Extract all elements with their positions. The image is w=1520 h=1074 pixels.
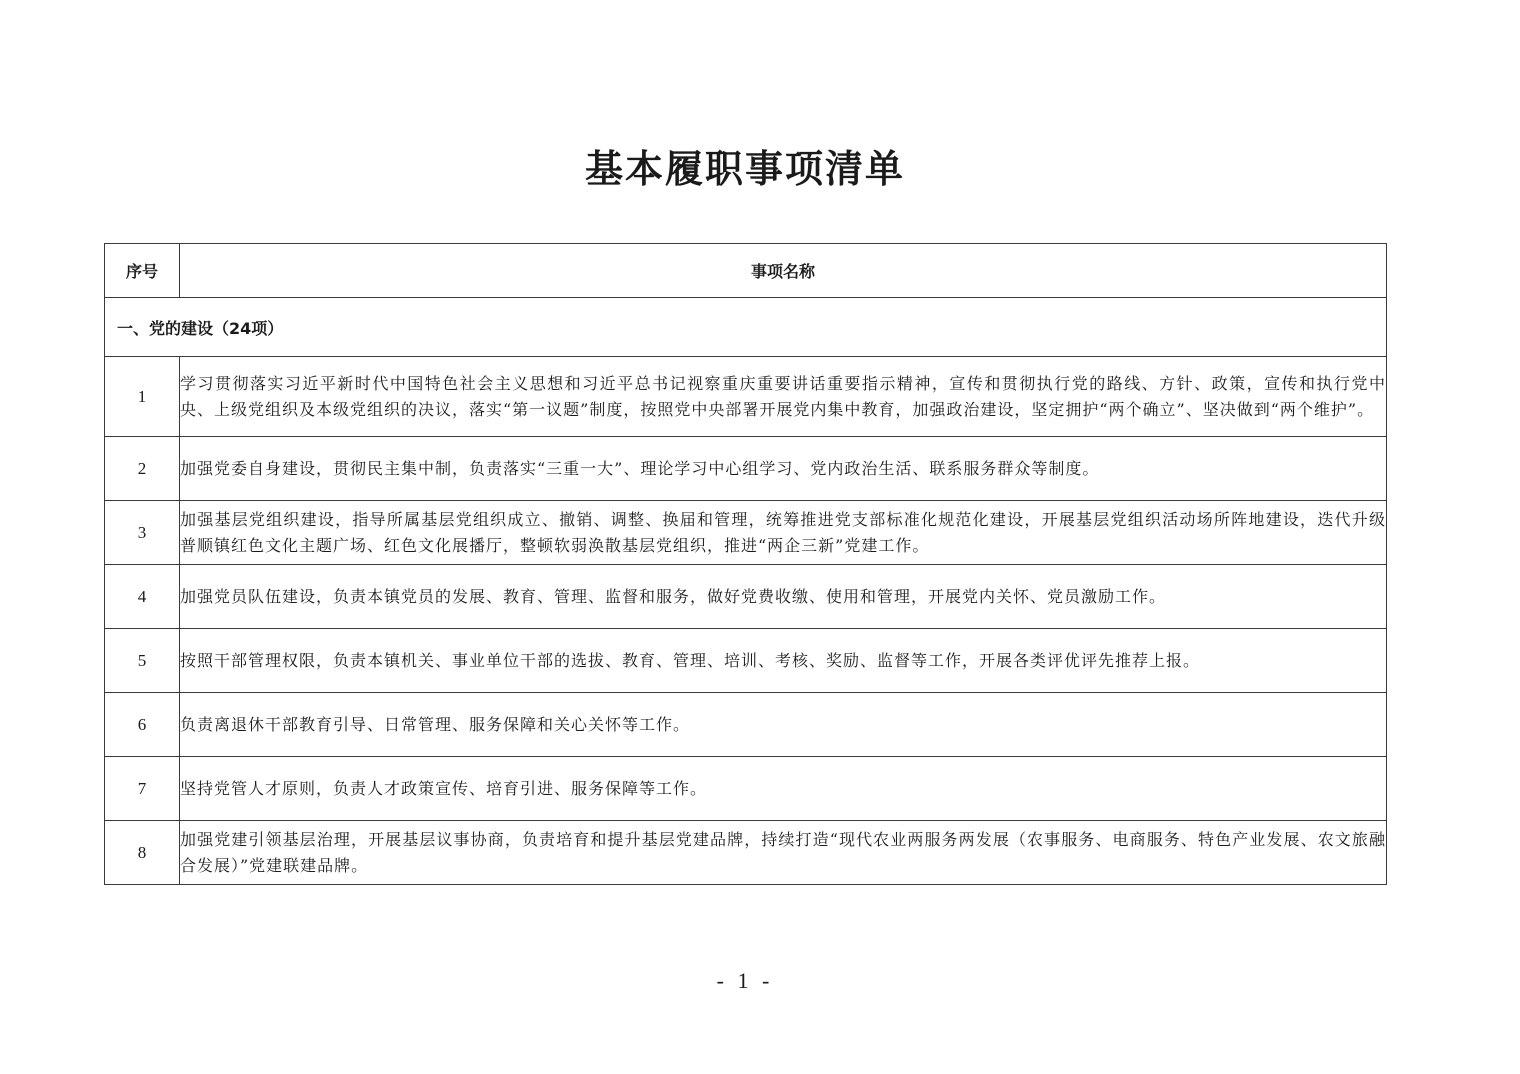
row-number: 2	[105, 437, 180, 501]
row-number: 5	[105, 629, 180, 693]
row-item-text: 加强基层党组织建设，指导所属基层党组织成立、撤销、调整、换届和管理，统筹推进党支部标准化规范化建设，开展基层党组织活动场所阵地建设，迭代升级普顺镇红色文化主题广场、红色文化展播厅，整顿软弱涣散基层党组织，推进“两企三新”党建工作。	[180, 501, 1387, 565]
row-item-text: 加强党委自身建设，贯彻民主集中制，负责落实“三重一大”、理论学习中心组学习、党内政治生活、联系服务群众等制度。	[180, 437, 1387, 501]
row-number: 7	[105, 757, 180, 821]
table-row	[105, 437, 1387, 501]
row-item-text: 加强党员队伍建设，负责本镇党员的发展、教育、管理、监督和服务，做好党费收缴、使用和管理，开展党内关怀、党员激励工作。	[180, 565, 1387, 629]
row-item-text: 负责离退休干部教育引导、日常管理、服务保障和关心关怀等工作。	[180, 693, 1387, 757]
table-row	[105, 629, 1387, 693]
row-number: 6	[105, 693, 180, 757]
row-number: 4	[105, 565, 180, 629]
table-row	[105, 501, 1387, 565]
row-item-text: 加强党建引领基层治理，开展基层议事协商，负责培育和提升基层党建品牌，持续打造“现代农业两服务两发展（农事服务、电商服务、特色产业发展、农文旅融合发展）”党建联建品牌。	[180, 821, 1387, 885]
table-row	[105, 757, 1387, 821]
page-number: - 1 -	[716, 968, 774, 993]
row-number: 1	[105, 357, 180, 437]
table-row	[105, 357, 1387, 437]
table-row	[105, 565, 1387, 629]
table-row	[105, 693, 1387, 757]
row-item-text: 坚持党管人才原则，负责人才政策宣传、培育引进、服务保障等工作。	[180, 757, 1387, 821]
duty-list-table	[104, 243, 1387, 885]
section-heading: 一、党的建设（24项）	[105, 298, 1387, 357]
row-item-text: 按照干部管理权限，负责本镇机关、事业单位干部的选拔、教育、管理、培训、考核、奖励、监督等工作，开展各类评优评先推荐上报。	[180, 629, 1387, 693]
header-serial-number: 序号	[105, 244, 180, 298]
row-number: 8	[105, 821, 180, 885]
document-title: 基本履职事项清单	[584, 146, 905, 191]
row-item-text: 学习贯彻落实习近平新时代中国特色社会主义思想和习近平总书记视察重庆重要讲话重要指示精神，宣传和贯彻执行党的路线、方针、政策，宣传和执行党中央、上级党组织及本级党组织的决议，落实“第一议题”制度，按照党中央部署开展党内集中教育，加强政治建设，坚定拥护“两个确立”、坚决做到“两个维护”。	[180, 357, 1387, 437]
header-item-name: 事项名称	[180, 244, 1387, 298]
table-row	[105, 821, 1387, 885]
table-header-row	[105, 244, 1387, 298]
row-number: 3	[105, 501, 180, 565]
section-row	[105, 298, 1387, 357]
